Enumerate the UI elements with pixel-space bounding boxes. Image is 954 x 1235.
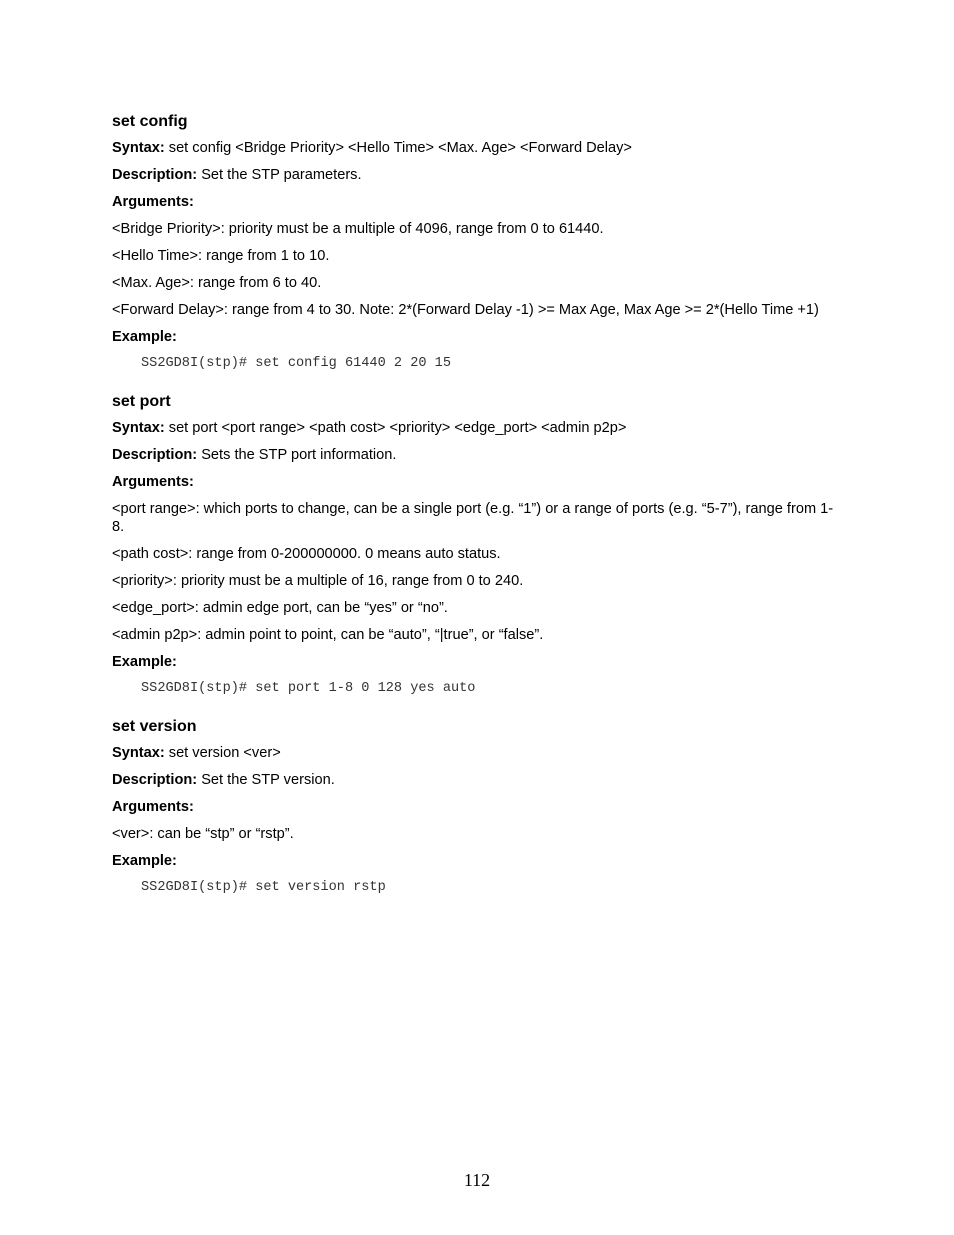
section-title: set version <box>112 718 197 735</box>
example-label: Example: <box>112 654 177 670</box>
section-title: set config <box>112 113 188 130</box>
argument-item: <admin p2p>: admin point to point, can be “auto”, “|true”, or “false”. <box>112 627 544 643</box>
syntax-label: Syntax: <box>112 745 165 761</box>
description-label: Description: <box>112 167 198 183</box>
arguments-label: Arguments: <box>112 194 194 210</box>
description-line <box>112 771 844 789</box>
section-title: set port <box>112 393 171 410</box>
page-content <box>112 112 844 916</box>
argument-item: <path cost>: range from 0-200000000. 0 means auto status. <box>112 546 501 562</box>
section-set-port <box>112 392 844 698</box>
description-line <box>112 446 844 464</box>
argument-item: <Bridge Priority>: priority must be a multiple of 4096, range from 0 to 61440. <box>112 221 604 237</box>
example-label: Example: <box>112 329 177 345</box>
syntax-line <box>112 419 844 437</box>
section-set-version <box>112 717 844 897</box>
description-text: Set the STP version. <box>197 772 335 788</box>
description-label: Description: <box>112 447 198 463</box>
description-text: Sets the STP port information. <box>197 447 397 463</box>
argument-item: <edge_port>: admin edge port, can be “yes” or “no”. <box>112 600 448 616</box>
description-line <box>112 166 844 184</box>
syntax-line <box>112 139 844 157</box>
argument-item: <Max. Age>: range from 6 to 40. <box>112 275 322 291</box>
example-label: Example: <box>112 853 177 869</box>
argument-item: <ver>: can be “stp” or “rstp”. <box>112 826 294 842</box>
description-text: Set the STP parameters. <box>197 167 362 183</box>
syntax-label: Syntax: <box>112 420 165 436</box>
example-code: SS2GD8I(stp)# set config 61440 2 20 15 <box>141 356 451 371</box>
arguments-label: Arguments: <box>112 474 194 490</box>
argument-item: <Forward Delay>: range from 4 to 30. Note: 2*(Forward Delay -1) >= Max Age, Max Age >= 2*(Hello Time +1) <box>112 302 819 318</box>
example-code: SS2GD8I(stp)# set version rstp <box>141 880 386 895</box>
arguments-label: Arguments: <box>112 799 194 815</box>
section-set-config <box>112 112 844 373</box>
syntax-line <box>112 744 844 762</box>
example-code: SS2GD8I(stp)# set port 1-8 0 128 yes auto <box>141 681 476 696</box>
description-label: Description: <box>112 772 198 788</box>
page-number: 112 <box>463 1170 491 1190</box>
argument-item: <Hello Time>: range from 1 to 10. <box>112 248 330 264</box>
syntax-text: set port <port range> <path cost> <priority> <edge_port> <admin p2p> <box>164 420 627 436</box>
syntax-text: set version <ver> <box>164 745 281 761</box>
argument-item: <priority>: priority must be a multiple of 16, range from 0 to 240. <box>112 573 524 589</box>
syntax-text: set config <Bridge Priority> <Hello Time> <Max. Age> <Forward Delay> <box>164 140 632 156</box>
argument-item: <port range>: which ports to change, can be a single port (e.g. “1”) or a range of ports (e.g. “5-7”), range from 1-8. <box>112 501 834 535</box>
syntax-label: Syntax: <box>112 140 165 156</box>
